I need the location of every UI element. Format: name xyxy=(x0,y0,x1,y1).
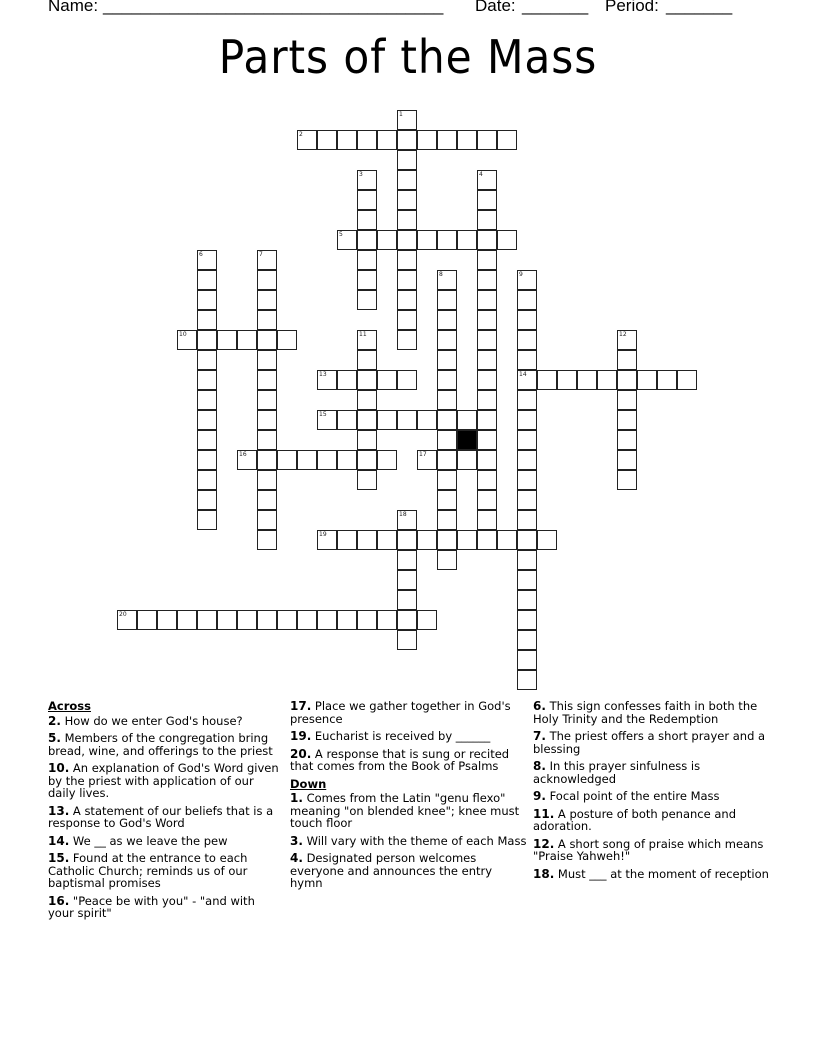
grid-cell[interactable] xyxy=(397,110,417,130)
clue-number: 2 xyxy=(299,131,303,138)
grid-cell[interactable] xyxy=(617,450,637,470)
grid-cell[interactable] xyxy=(517,330,537,350)
clue-number: 12 xyxy=(619,331,627,338)
clue-across-5: 5. Members of the congregation bring bread, wine, and offerings to the priest xyxy=(48,731,273,758)
grid-cell[interactable] xyxy=(257,470,277,490)
grid-cell[interactable] xyxy=(297,450,317,470)
grid-cell[interactable] xyxy=(417,530,437,550)
grid-cell[interactable] xyxy=(257,390,277,410)
grid-cell[interactable] xyxy=(617,390,637,410)
grid-cell[interactable] xyxy=(197,610,217,630)
grid-cell[interactable] xyxy=(677,370,697,390)
clue-across-19: 19. Eucharist is received by ______ xyxy=(290,729,491,743)
clue-down-9: 9. Focal point of the entire Mass xyxy=(533,789,720,803)
clue-across-13: 13. A statement of our beliefs that is a response to God's Word xyxy=(48,803,274,830)
grid-cell[interactable] xyxy=(197,250,217,270)
grid-cell[interactable] xyxy=(317,370,337,390)
grid-cell[interactable] xyxy=(257,250,277,270)
grid-cell[interactable] xyxy=(417,130,437,150)
grid-cell[interactable] xyxy=(517,430,537,450)
grid-cell[interactable] xyxy=(377,230,397,250)
grid-cell[interactable] xyxy=(617,410,637,430)
clues-column-3 xyxy=(533,700,773,885)
grid-cell[interactable] xyxy=(437,270,457,290)
clue-number: 16 xyxy=(239,451,247,458)
clue-across-20: 20. A response that is sung or recited that comes from the Book of Psalms xyxy=(290,746,510,773)
clue-number: 1 xyxy=(399,111,403,118)
grid-cell[interactable] xyxy=(657,370,677,390)
grid-cell[interactable] xyxy=(437,530,457,550)
clue-down-12: 12. A short song of praise which means "Praise Yahweh!" xyxy=(533,836,764,863)
clue-number: 11 xyxy=(359,331,367,338)
clue-number: 13 xyxy=(319,371,327,378)
grid-cell[interactable] xyxy=(317,610,337,630)
grid-cell[interactable] xyxy=(397,130,417,150)
grid-cell[interactable] xyxy=(477,170,497,190)
grid-cell[interactable] xyxy=(197,430,217,450)
grid-cell[interactable] xyxy=(257,370,277,390)
grid-cell[interactable] xyxy=(477,310,497,330)
grid-cell[interactable] xyxy=(537,370,557,390)
grid-cell[interactable] xyxy=(477,250,497,270)
grid-cell[interactable] xyxy=(437,130,457,150)
grid-cell[interactable] xyxy=(517,270,537,290)
page-title: Parts of the Mass xyxy=(218,30,598,84)
clue-down-4: 4. Designated person welcomes everyone and announces the entry hymn xyxy=(290,851,493,890)
grid-cell[interactable] xyxy=(477,190,497,210)
grid-cell[interactable] xyxy=(397,170,417,190)
clue-number: 8 xyxy=(439,271,443,278)
grid-cell[interactable] xyxy=(117,610,137,630)
grid-cell[interactable] xyxy=(357,450,377,470)
grid-cell[interactable] xyxy=(257,450,277,470)
grid-cell[interactable] xyxy=(477,390,497,410)
clue-number: 7 xyxy=(259,251,263,258)
across-header: Across xyxy=(48,699,91,713)
grid-cell[interactable] xyxy=(377,410,397,430)
grid-cell[interactable] xyxy=(337,610,357,630)
grid-cell[interactable] xyxy=(197,470,217,490)
grid-cell[interactable] xyxy=(257,290,277,310)
grid-cell[interactable] xyxy=(377,450,397,470)
clue-across-14: 14. We __ as we leave the pew xyxy=(48,833,228,848)
grid-cell[interactable] xyxy=(297,130,317,150)
grid-cell[interactable] xyxy=(437,370,457,390)
grid-cell[interactable] xyxy=(437,290,457,310)
grid-cell[interactable] xyxy=(357,250,377,270)
grid-cell[interactable] xyxy=(397,310,417,330)
black-cell xyxy=(457,430,477,450)
grid-cell[interactable] xyxy=(437,230,457,250)
grid-cell[interactable] xyxy=(577,370,597,390)
grid-cell[interactable] xyxy=(357,170,377,190)
period-field[interactable]: _______ xyxy=(666,0,733,15)
grid-cell[interactable] xyxy=(517,630,537,650)
clue-number: 20 xyxy=(119,611,127,618)
grid-cell[interactable] xyxy=(437,390,457,410)
clues-column-2 xyxy=(290,700,528,895)
grid-cell[interactable] xyxy=(397,570,417,590)
grid-cell[interactable] xyxy=(517,450,537,470)
grid-cell[interactable] xyxy=(317,410,337,430)
clue-down-6: 6. This sign confesses faith in both the Holy Trinity and the Redemption xyxy=(533,699,758,726)
grid-cell[interactable] xyxy=(557,370,577,390)
clues-column-1 xyxy=(48,700,284,925)
grid-cell[interactable] xyxy=(477,410,497,430)
grid-cell[interactable] xyxy=(257,610,277,630)
grid-cell[interactable] xyxy=(197,490,217,510)
grid-cell[interactable] xyxy=(197,350,217,370)
grid-cell[interactable] xyxy=(197,270,217,290)
grid-cell[interactable] xyxy=(397,250,417,270)
grid-cell[interactable] xyxy=(397,150,417,170)
grid-cell[interactable] xyxy=(637,370,657,390)
grid-cell[interactable] xyxy=(377,130,397,150)
grid-cell[interactable] xyxy=(397,210,417,230)
grid-cell[interactable] xyxy=(237,610,257,630)
name-field[interactable]: ____________________________________ xyxy=(103,0,444,15)
clue-number: 17 xyxy=(419,451,427,458)
grid-cell[interactable] xyxy=(357,530,377,550)
grid-cell[interactable] xyxy=(397,270,417,290)
grid-cell[interactable] xyxy=(357,430,377,450)
grid-cell[interactable] xyxy=(197,370,217,390)
grid-cell[interactable] xyxy=(317,450,337,470)
grid-cell[interactable] xyxy=(337,530,357,550)
grid-cell[interactable] xyxy=(357,330,377,350)
clue-number: 6 xyxy=(199,251,203,258)
grid-cell[interactable] xyxy=(257,430,277,450)
grid-cell[interactable] xyxy=(437,410,457,430)
grid-cell[interactable] xyxy=(377,610,397,630)
grid-cell[interactable] xyxy=(397,290,417,310)
grid-cell[interactable] xyxy=(457,230,477,250)
grid-cell[interactable] xyxy=(517,350,537,370)
grid-cell[interactable] xyxy=(137,610,157,630)
grid-cell[interactable] xyxy=(357,130,377,150)
clue-number: 18 xyxy=(399,511,407,518)
grid-cell[interactable] xyxy=(357,610,377,630)
grid-cell[interactable] xyxy=(617,370,637,390)
clue-across-16: 16. "Peace be with you" - "and with your spirit" xyxy=(48,893,255,920)
grid-cell[interactable] xyxy=(437,430,457,450)
clue-number: 19 xyxy=(319,531,327,538)
grid-cell[interactable] xyxy=(397,510,417,530)
date-field[interactable]: _______ xyxy=(522,0,589,15)
grid-cell[interactable] xyxy=(437,510,457,530)
grid-cell[interactable] xyxy=(257,350,277,370)
grid-cell[interactable] xyxy=(237,330,257,350)
clue-down-1: 1. Comes from the Latin "genu flexo" meaning "on blended knee"; knee must touch floor xyxy=(290,791,520,830)
grid-cell[interactable] xyxy=(337,230,357,250)
grid-cell[interactable] xyxy=(297,610,317,630)
grid-cell[interactable] xyxy=(437,350,457,370)
grid-cell[interactable] xyxy=(437,450,457,470)
grid-cell[interactable] xyxy=(257,510,277,530)
grid-cell[interactable] xyxy=(517,290,537,310)
grid-cell[interactable] xyxy=(197,330,217,350)
grid-cell[interactable] xyxy=(317,130,337,150)
grid-cell[interactable] xyxy=(217,610,237,630)
clue-down-11: 11. A posture of both penance and adoration. xyxy=(533,806,736,833)
grid-cell[interactable] xyxy=(357,270,377,290)
grid-cell[interactable] xyxy=(197,450,217,470)
grid-cell[interactable] xyxy=(337,370,357,390)
grid-cell[interactable] xyxy=(377,530,397,550)
grid-cell[interactable] xyxy=(437,330,457,350)
grid-cell[interactable] xyxy=(257,410,277,430)
grid-cell[interactable] xyxy=(357,290,377,310)
clue-across-15: 15. Found at the entrance to each Catholic Church; reminds us of our baptismal promises xyxy=(48,851,248,890)
grid-cell[interactable] xyxy=(437,490,457,510)
grid-cell[interactable] xyxy=(397,550,417,570)
grid-cell[interactable] xyxy=(357,190,377,210)
grid-cell[interactable] xyxy=(397,530,417,550)
down-header: Down xyxy=(290,776,327,791)
grid-cell[interactable] xyxy=(397,410,417,430)
grid-cell[interactable] xyxy=(437,470,457,490)
grid-cell[interactable] xyxy=(477,510,497,530)
grid-cell[interactable] xyxy=(517,470,537,490)
clue-number: 10 xyxy=(179,331,187,338)
grid-cell[interactable] xyxy=(457,410,477,430)
grid-cell[interactable] xyxy=(197,310,217,330)
name-label: Name: xyxy=(48,0,99,15)
grid-cell[interactable] xyxy=(517,510,537,530)
grid-cell[interactable] xyxy=(437,310,457,330)
grid-cell[interactable] xyxy=(317,530,337,550)
clue-down-8: 8. In this prayer sinfulness is acknowledged xyxy=(533,759,701,786)
grid-cell[interactable] xyxy=(357,350,377,370)
grid-cell[interactable] xyxy=(517,590,537,610)
grid-cell[interactable] xyxy=(517,550,537,570)
grid-cell[interactable] xyxy=(477,490,497,510)
grid-cell[interactable] xyxy=(477,330,497,350)
grid-cell[interactable] xyxy=(517,570,537,590)
clue-number: 4 xyxy=(479,171,483,178)
grid-cell[interactable] xyxy=(417,610,437,630)
grid-cell[interactable] xyxy=(337,130,357,150)
grid-cell[interactable] xyxy=(477,470,497,490)
grid-cell[interactable] xyxy=(497,230,517,250)
grid-cell[interactable] xyxy=(517,610,537,630)
grid-cell[interactable] xyxy=(517,370,537,390)
grid-cell[interactable] xyxy=(257,330,277,350)
grid-cell[interactable] xyxy=(357,210,377,230)
grid-cell[interactable] xyxy=(237,450,257,470)
grid-cell[interactable] xyxy=(617,330,637,350)
grid-cell[interactable] xyxy=(517,490,537,510)
grid-cell[interactable] xyxy=(357,230,377,250)
grid-cell[interactable] xyxy=(397,330,417,350)
grid-cell[interactable] xyxy=(597,370,617,390)
grid-cell[interactable] xyxy=(497,530,517,550)
grid-cell[interactable] xyxy=(177,330,197,350)
grid-cell[interactable] xyxy=(477,130,497,150)
clue-number: 3 xyxy=(359,171,363,178)
grid-cell[interactable] xyxy=(517,390,537,410)
grid-cell[interactable] xyxy=(397,590,417,610)
grid-cell[interactable] xyxy=(517,410,537,430)
grid-cell[interactable] xyxy=(177,610,197,630)
grid-cell[interactable] xyxy=(497,130,517,150)
grid-cell[interactable] xyxy=(417,450,437,470)
grid-cell[interactable] xyxy=(477,350,497,370)
grid-cell[interactable] xyxy=(337,450,357,470)
clue-across-17: 17. Place we gather together in God's presence xyxy=(290,699,511,726)
grid-cell[interactable] xyxy=(217,330,237,350)
grid-cell[interactable] xyxy=(397,610,417,630)
clue-down-18: 18. Must ___ at the moment of reception xyxy=(533,866,769,881)
date-label: Date: xyxy=(475,0,516,15)
grid-cell[interactable] xyxy=(617,350,637,370)
grid-cell[interactable] xyxy=(477,370,497,390)
grid-cell[interactable] xyxy=(457,130,477,150)
grid-cell[interactable] xyxy=(517,650,537,670)
clue-number: 5 xyxy=(339,231,343,238)
grid-cell[interactable] xyxy=(517,530,537,550)
grid-cell[interactable] xyxy=(477,210,497,230)
grid-cell[interactable] xyxy=(357,370,377,390)
grid-cell[interactable] xyxy=(257,530,277,550)
grid-cell[interactable] xyxy=(457,450,477,470)
grid-cell[interactable] xyxy=(397,190,417,210)
grid-cell[interactable] xyxy=(477,430,497,450)
grid-cell[interactable] xyxy=(257,310,277,330)
grid-cell[interactable] xyxy=(197,390,217,410)
grid-cell[interactable] xyxy=(477,290,497,310)
grid-cell[interactable] xyxy=(397,370,417,390)
grid-cell[interactable] xyxy=(517,670,537,690)
period-label: Period: xyxy=(605,0,659,15)
grid-cell[interactable] xyxy=(477,230,497,250)
grid-cell[interactable] xyxy=(377,370,397,390)
grid-cell[interactable] xyxy=(197,510,217,530)
grid-cell[interactable] xyxy=(517,310,537,330)
grid-cell[interactable] xyxy=(277,450,297,470)
clue-number: 15 xyxy=(319,411,327,418)
grid-cell[interactable] xyxy=(277,610,297,630)
grid-cell[interactable] xyxy=(157,610,177,630)
grid-cell[interactable] xyxy=(617,430,637,450)
grid-cell[interactable] xyxy=(617,470,637,490)
grid-cell[interactable] xyxy=(477,530,497,550)
grid-cell[interactable] xyxy=(197,290,217,310)
clue-down-3: 3. Will vary with the theme of each Mass xyxy=(290,833,527,848)
clue-number: 9 xyxy=(519,271,523,278)
grid-cell[interactable] xyxy=(357,410,377,430)
grid-cell[interactable] xyxy=(277,330,297,350)
grid-cell[interactable] xyxy=(417,410,437,430)
clue-across-10: 10. An explanation of God's Word given by the priest with application of our daily lives. xyxy=(48,761,279,800)
grid-cell[interactable] xyxy=(437,550,457,570)
clue-number: 14 xyxy=(519,371,527,378)
grid-cell[interactable] xyxy=(257,270,277,290)
grid-cell[interactable] xyxy=(397,630,417,650)
grid-cell[interactable] xyxy=(357,470,377,490)
grid-cell[interactable] xyxy=(197,410,217,430)
grid-cell[interactable] xyxy=(477,270,497,290)
grid-cell[interactable] xyxy=(537,530,557,550)
grid-cell[interactable] xyxy=(337,410,357,430)
grid-cell[interactable] xyxy=(477,450,497,470)
grid-cell[interactable] xyxy=(257,490,277,510)
clue-down-7: 7. The priest offers a short prayer and a blessing xyxy=(533,729,766,756)
grid-cell[interactable] xyxy=(457,530,477,550)
grid-cell[interactable] xyxy=(357,390,377,410)
clue-across-2: 2. How do we enter God's house? xyxy=(48,713,243,728)
grid-cell[interactable] xyxy=(417,230,437,250)
grid-cell[interactable] xyxy=(397,230,417,250)
